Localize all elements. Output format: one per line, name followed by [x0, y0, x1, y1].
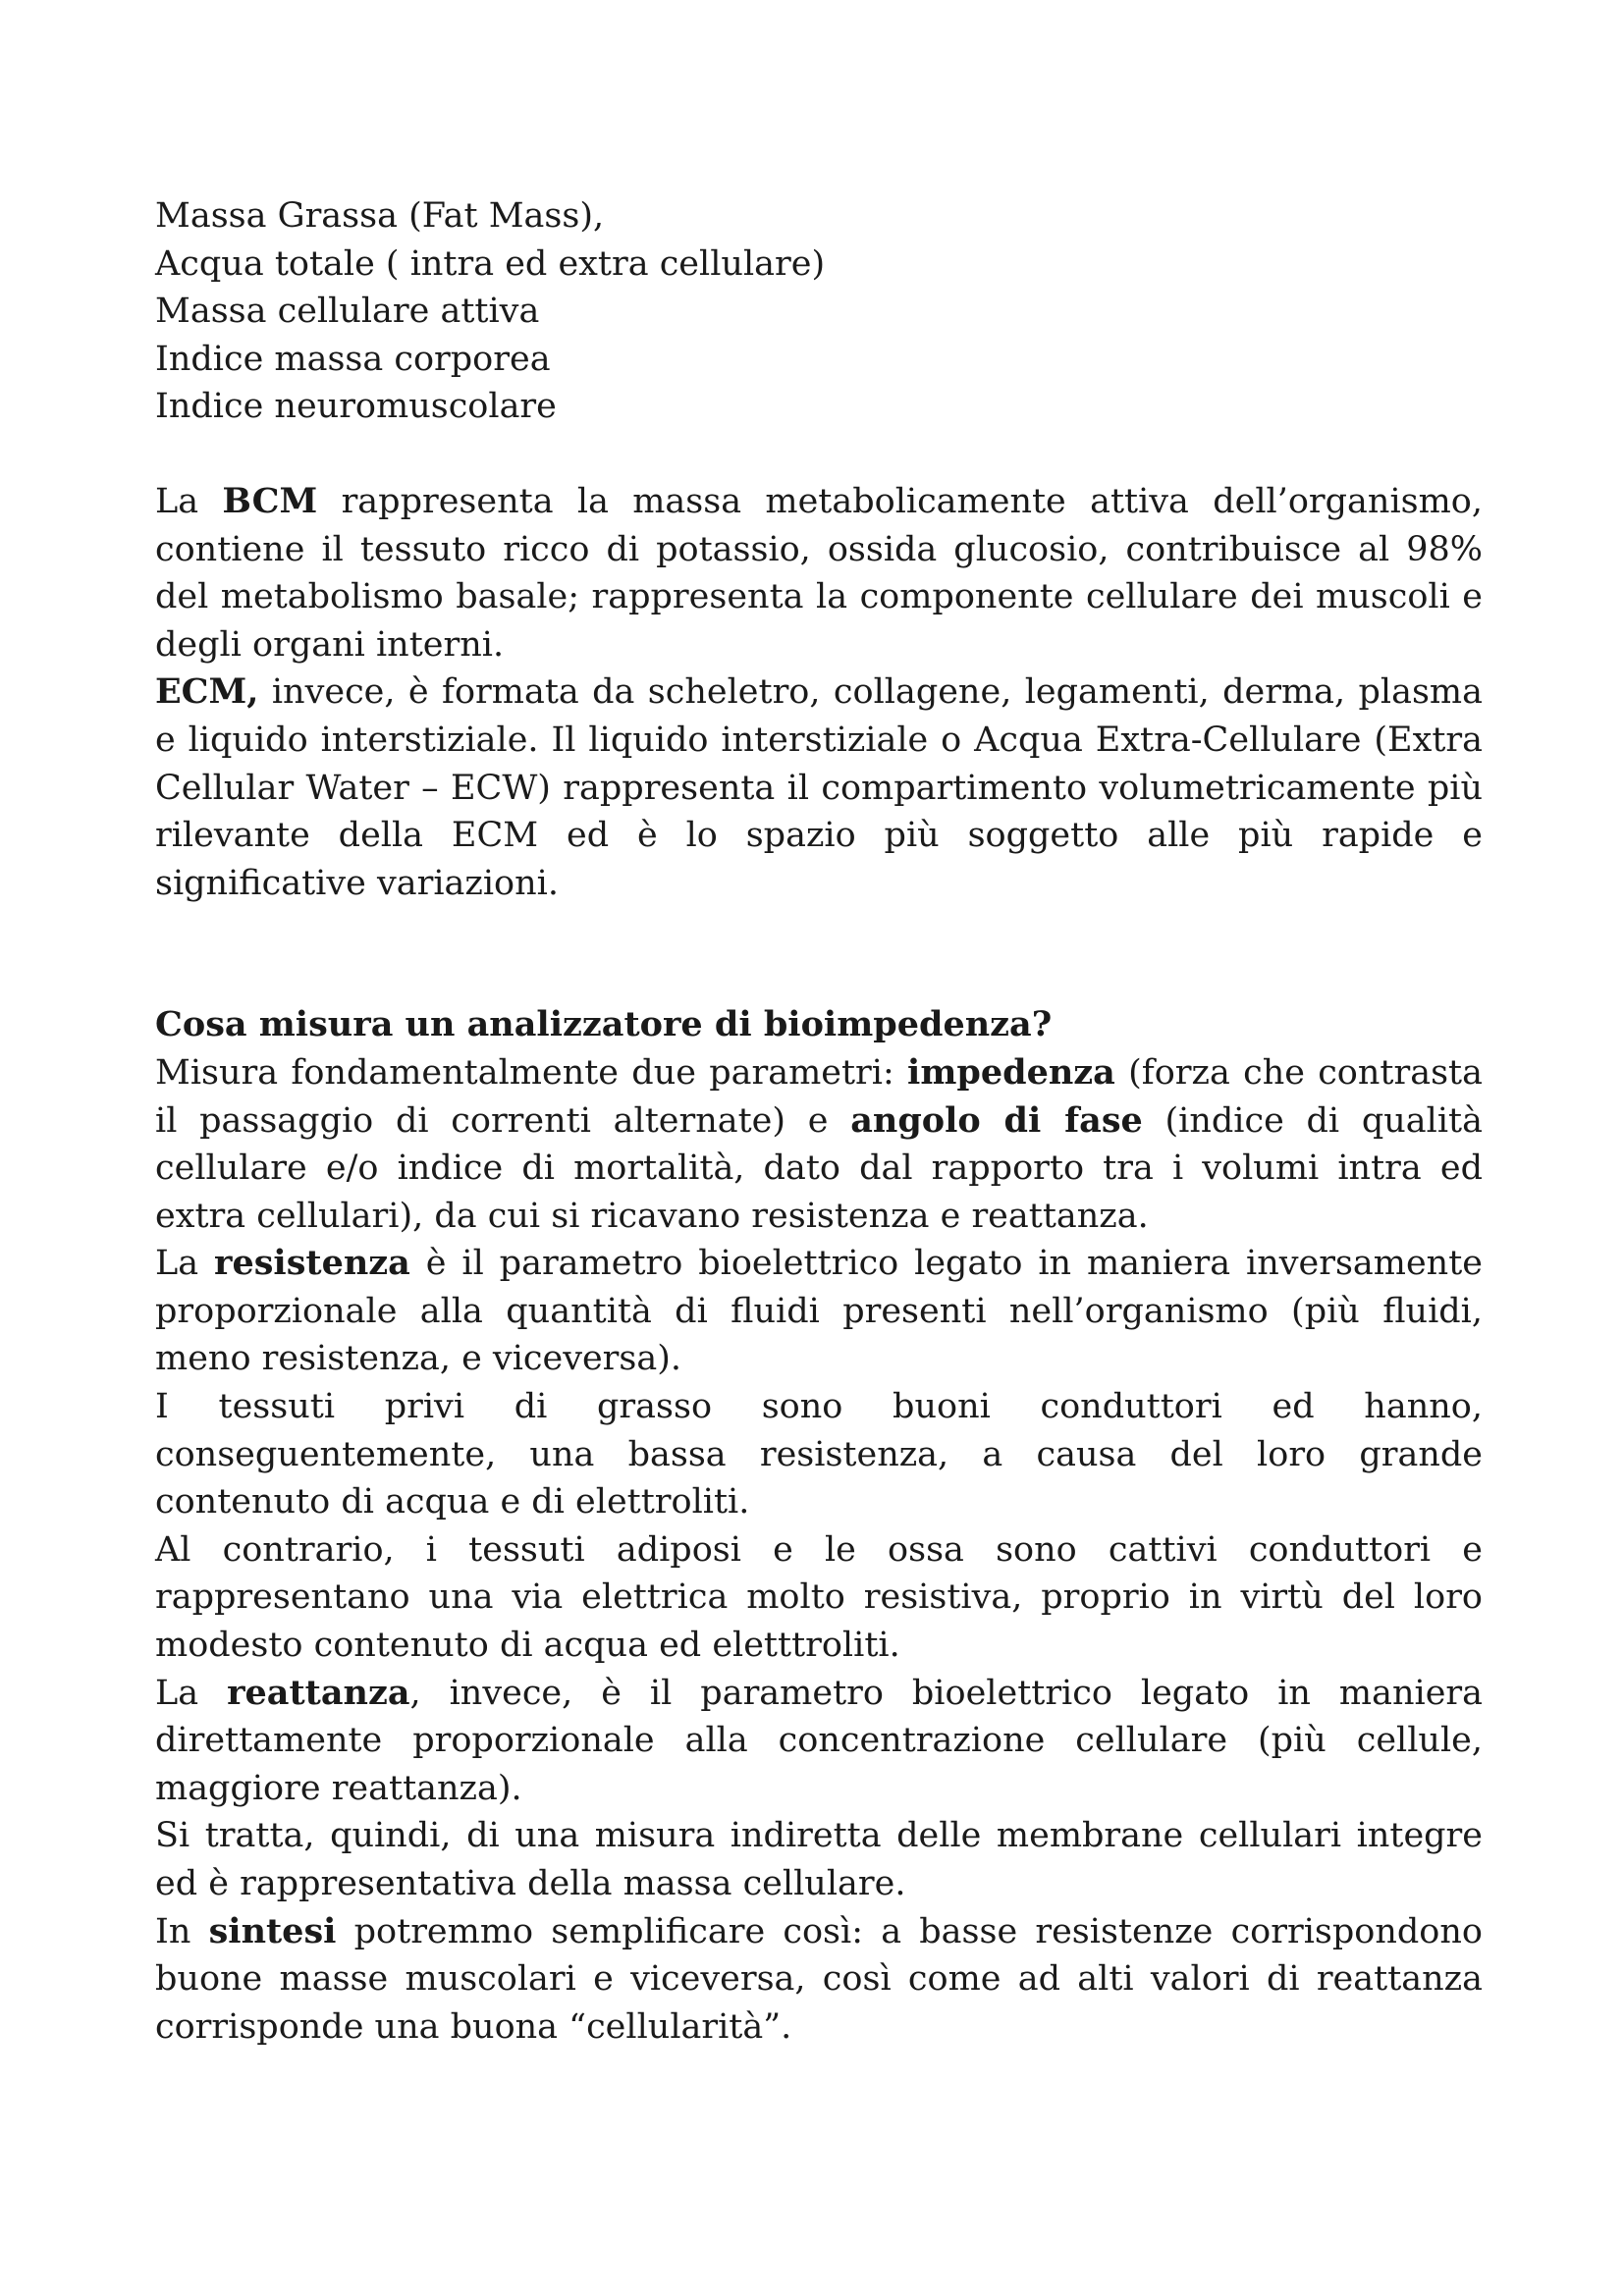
measure-text-1: Misura fondamentalmente due parametri: [155, 1052, 908, 1093]
reactance-prefix: La [155, 1673, 228, 1713]
ecm-paragraph [155, 668, 1483, 907]
indirect-measure-paragraph: Si tratta, quindi, di una misura indiretta delle membrane cellulari integre ed è rappresentativa della massa cellulare. [155, 1816, 1483, 1903]
summary-prefix: In [155, 1911, 209, 1951]
resistance-prefix: La [155, 1244, 215, 1284]
reactance-text: , invece, è il parametro bioelettrico legato in maniera direttamente proporzionale alla concentrazione cellulare (più cellule, maggiore reattanza). [155, 1673, 1484, 1808]
list-item: Acqua totale ( intra ed extra cellulare) [155, 243, 826, 284]
resistance-term: resistenza [214, 1243, 410, 1284]
ecm-term: ECM, [155, 671, 259, 713]
summary-term: sintesi [208, 1910, 337, 1951]
list-item: Indice massa corporea [155, 339, 551, 379]
reactance-paragraph [155, 1670, 1483, 1813]
section-heading [155, 1001, 1483, 1049]
document-page [155, 192, 1483, 2051]
impedance-term: impedenza [907, 1051, 1115, 1093]
resistance-paragraph [155, 1240, 1483, 1383]
spacer [155, 431, 1483, 478]
reactance-term: reattanza [227, 1672, 410, 1713]
tissue-paragraph: I tessuti privi di grasso sono buoni conduttori ed hanno, conseguentemente, una bassa resistenza, a causa del loro grande contenuto di acqua e di elettroliti. [155, 1387, 1483, 1522]
spacer [155, 907, 1483, 1001]
measure-paragraph [155, 1049, 1483, 1240]
resistance-text: è il parametro bioelettrico legato in maniera inversamente proporzionale alla quantità di fluidi presenti nell’organismo (più fluidi, meno resistenza, e viceversa). [155, 1244, 1483, 1379]
measure-text-2: (forza che contrasta il passaggio di correnti alternate) e [155, 1052, 1483, 1141]
measure-text-3: (indice di qualità cellulare e/o indice di mortalità, dato dal rapporto tra i volumi intra ed extra cellulari), da cui si ricavano resistenza e reattanza. [155, 1100, 1483, 1236]
bcm-prefix: La [155, 481, 223, 521]
adipose-paragraph: Al contrario, i tessuti adiposi e le ossa sono cattivi conduttori e rappresentano una via elettrica molto resistiva, proprio in virtù del loro modesto contenuto di acqua ed eletttroliti. [155, 1529, 1483, 1666]
section-heading-text: Cosa misura un analizzatore di bioimpedenza? [155, 1004, 1053, 1045]
list-item: Indice neuromuscolare [155, 387, 557, 427]
summary-text: potremmo semplificare così: a basse resistenze corrispondono buone masse muscolari e viceversa, così come ad alti valori di reattanza corrisponde una buona “cellularità”. [155, 1911, 1483, 2047]
list-item: Massa cellulare attiva [155, 292, 540, 332]
bcm-text: rappresenta la massa metabolicamente attiva dell’organismo, contiene il tessuto ricco di potassio, ossida glucosio, contribuisce al 98% del metabolismo basale; rappresenta la componente cellulare dei muscoli e degli organi interni. [155, 481, 1483, 665]
parameter-list [155, 192, 1483, 431]
bcm-term: BCM [222, 480, 318, 521]
ecm-text: invece, è formata da scheletro, collagene, legamenti, derma, plasma e liquido interstiziale. Il liquido interstiziale o Acqua Extra-Cellulare (Extra Cellular Water – ECW) rappresenta il compartimento volumetricamente più rilevante della ECM ed è lo spazio più soggetto alle più rapide e significative variazioni. [155, 672, 1483, 903]
summary-paragraph [155, 1908, 1483, 2052]
bcm-paragraph [155, 478, 1483, 668]
phase-angle-term: angolo di fase [850, 1099, 1143, 1141]
list-item: Massa Grassa (Fat Mass), [155, 196, 605, 236]
